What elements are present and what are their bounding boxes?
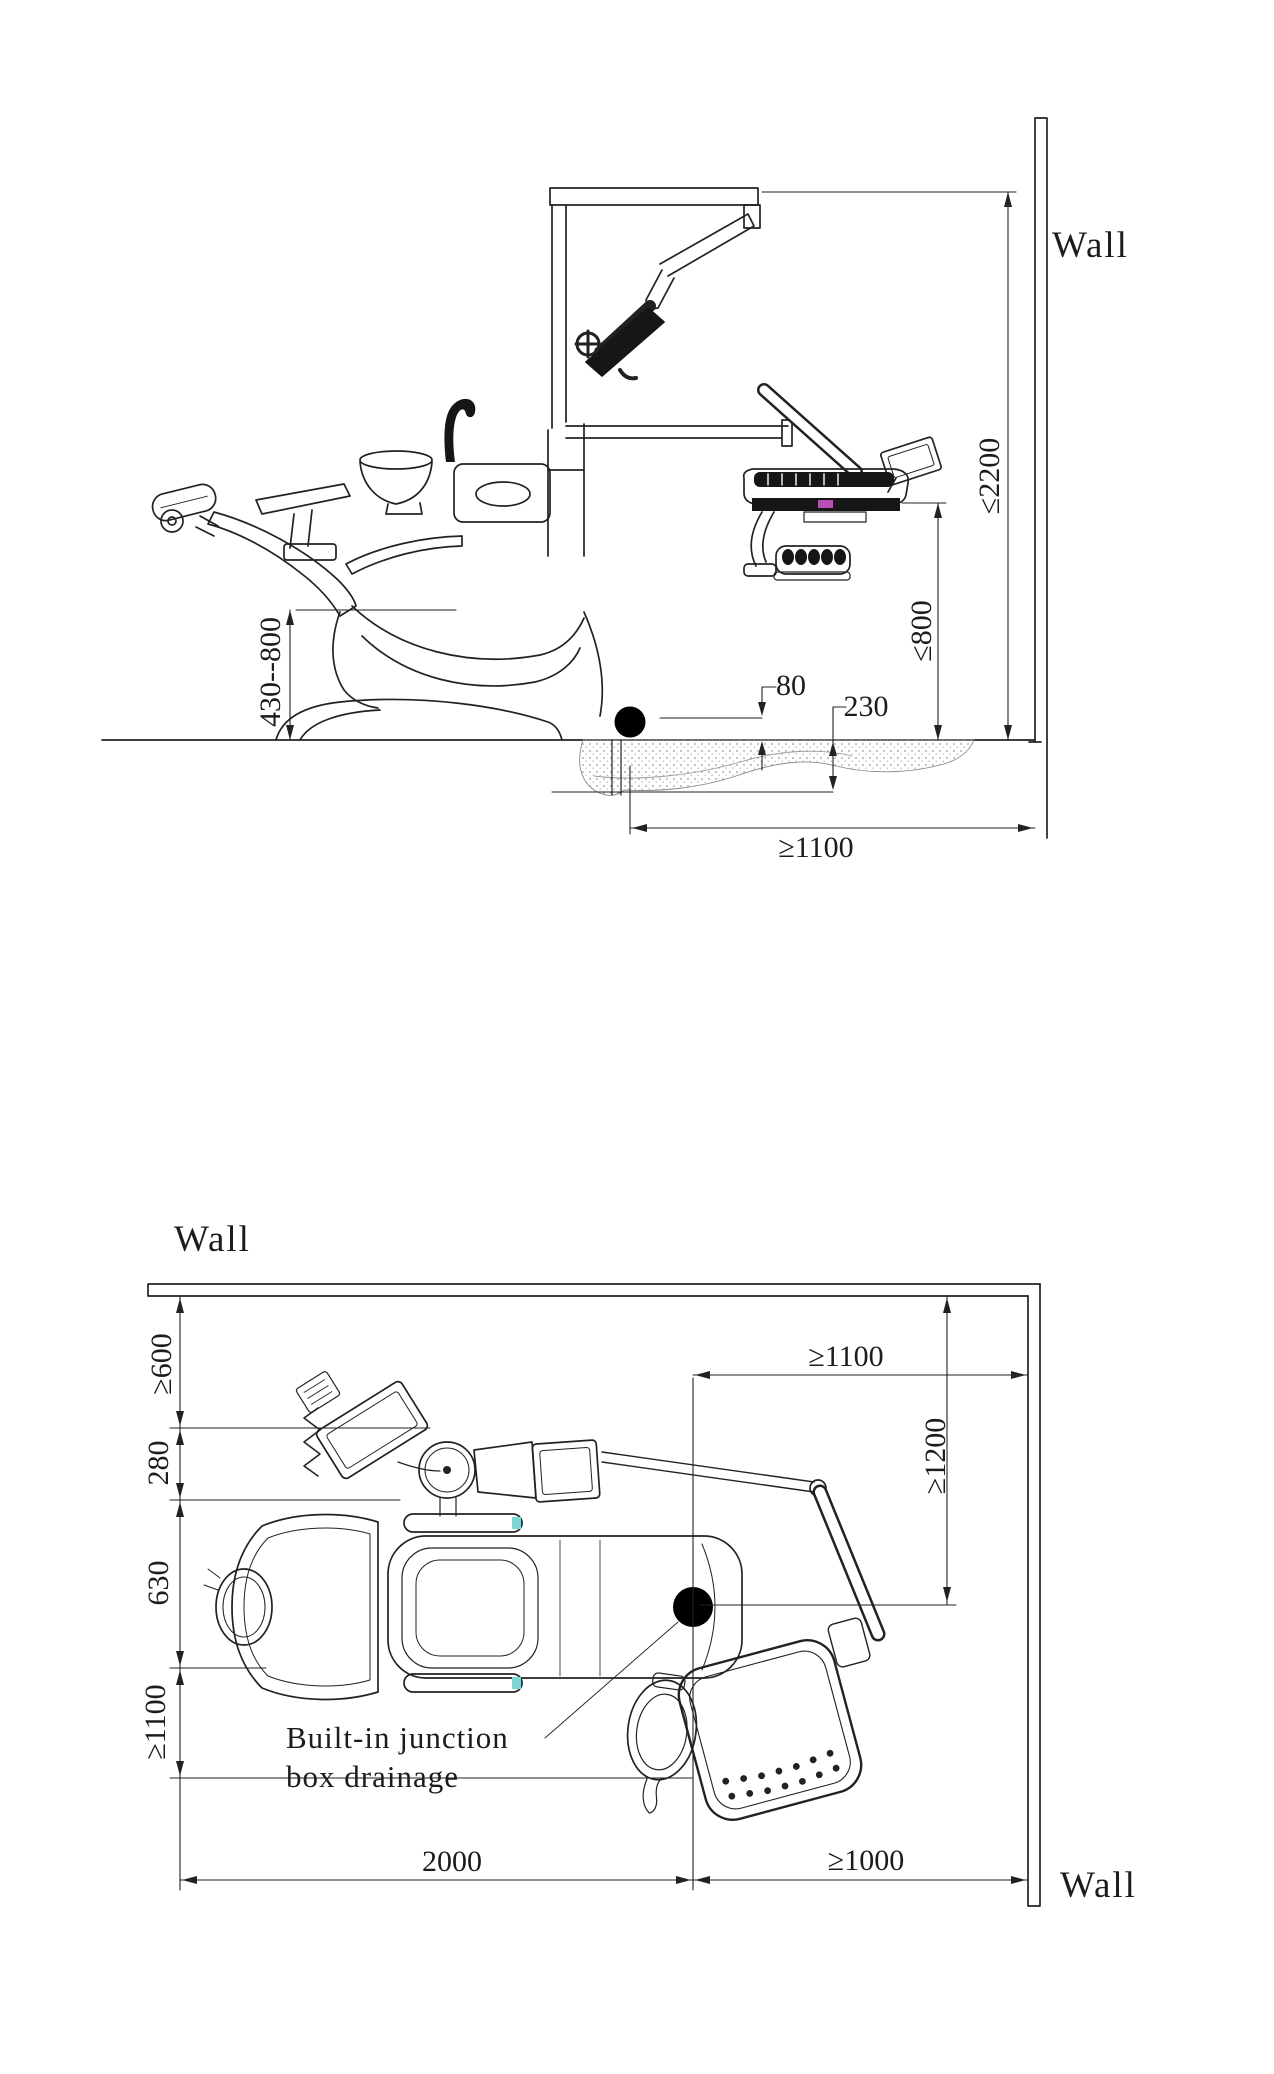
- cyan-accent-1: [512, 1517, 521, 1529]
- plan-dim-280-label: 280: [142, 1440, 175, 1486]
- assistant-cart-plan: [670, 1617, 902, 1826]
- delivery-unit-side: [744, 390, 942, 580]
- side-dim-unit-height-label: ≤800: [905, 600, 938, 662]
- side-dim-230-label: 230: [843, 690, 889, 723]
- side-dim-ceiling-label: ≤2200: [973, 437, 1006, 515]
- chair-display-plan: [295, 1371, 440, 1481]
- plan-view-drawing: [148, 1284, 1040, 1906]
- plan-dim-1200-label: ≥1200: [919, 1417, 952, 1495]
- side-dim-1100-label: ≥1100: [778, 831, 854, 864]
- note-leader-line: [545, 1622, 678, 1738]
- cyan-accent-2: [512, 1677, 521, 1689]
- plan-dim-600-label: ≥600: [145, 1333, 178, 1395]
- junction-box-note: [286, 1718, 509, 1796]
- junction-box-note-line2: box drainage: [286, 1759, 459, 1794]
- side-drainage-recess: [580, 740, 974, 795]
- plan-dim-2000-label: 2000: [422, 1845, 482, 1878]
- plan-wall-top-label: Wall: [174, 1219, 251, 1260]
- handpiece-holder: [774, 546, 850, 580]
- overhead-light-arm: [550, 188, 760, 428]
- chair-arm-pivot: [419, 1442, 536, 1516]
- plan-dimensions: [170, 1296, 1028, 1890]
- cuspidor: [360, 451, 432, 514]
- side-dim-80-label: 80: [776, 669, 806, 702]
- side-wall-label: Wall: [1052, 225, 1129, 266]
- plan-wall-right: [1028, 1284, 1040, 1906]
- water-arm-handle: [445, 399, 476, 462]
- side-junction-box-marker: [615, 707, 646, 738]
- side-wall: [1029, 118, 1047, 838]
- operating-light-head: [576, 306, 664, 378]
- plan-wall-top: [148, 1284, 1040, 1296]
- delivery-support-arm: [566, 420, 792, 446]
- plan-dim-630-label: 630: [142, 1560, 175, 1606]
- side-dimensions: [286, 192, 1035, 834]
- side-view-drawing: [102, 118, 1047, 838]
- side-dim-seat-range-label: 430--800: [254, 617, 287, 727]
- dental-chair-side: [150, 399, 602, 740]
- plan-dim-1100-top-label: ≥1100: [808, 1340, 884, 1373]
- magenta-accent: [818, 500, 833, 508]
- junction-box-note-line1: Built-in junction: [286, 1720, 509, 1755]
- plan-dim-1000-label: ≥1000: [827, 1844, 905, 1877]
- plan-wall-bottom-label: Wall: [1060, 1865, 1137, 1906]
- plan-dim-1100-left-label: ≥1100: [139, 1684, 172, 1760]
